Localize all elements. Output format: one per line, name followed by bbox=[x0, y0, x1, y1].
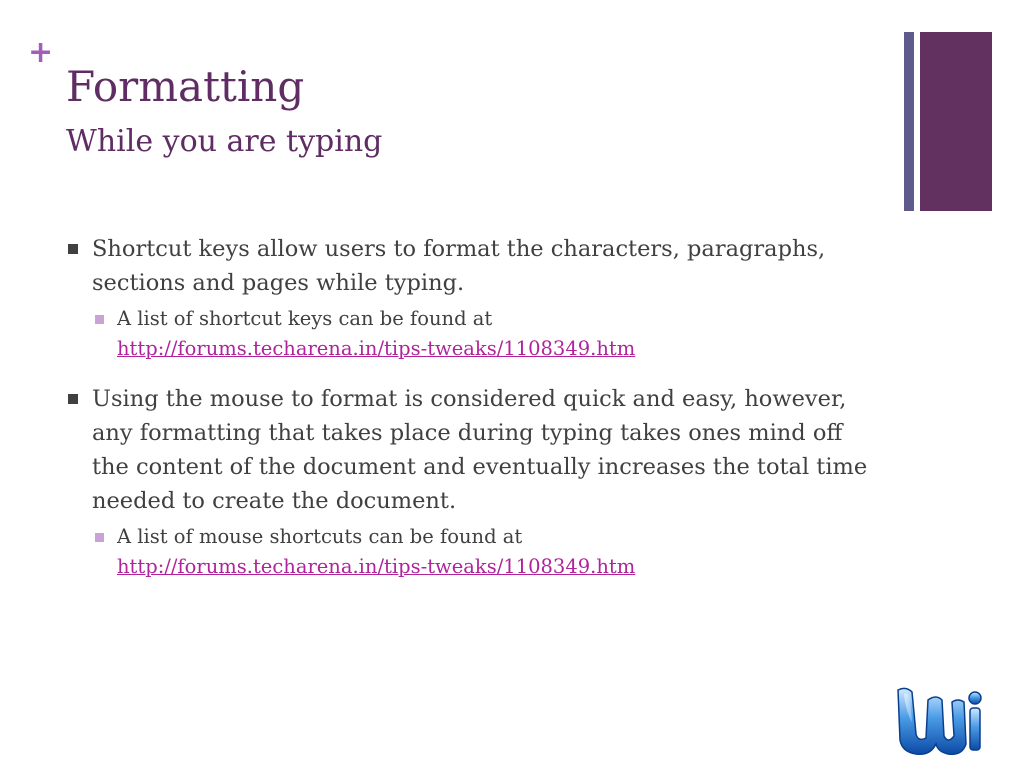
square-bullet-icon bbox=[95, 533, 104, 542]
slide-body bbox=[66, 232, 886, 582]
square-bullet-icon bbox=[95, 315, 104, 324]
sub-bullet-item bbox=[91, 304, 886, 364]
bullet-text: Shortcut keys allow users to format the characters, paragraphs, sections and pages while typing. bbox=[92, 236, 826, 296]
square-bullet-icon bbox=[68, 394, 78, 404]
square-bullet-icon bbox=[68, 244, 78, 254]
mouse-shortcuts-link[interactable]: http://forums.techarena.in/tips-tweaks/1108349.htm bbox=[117, 555, 636, 578]
plus-icon: + bbox=[28, 35, 54, 70]
bullet-item bbox=[66, 382, 886, 518]
bullet-item bbox=[66, 232, 886, 300]
shortcut-keys-link[interactable]: http://forums.techarena.in/tips-tweaks/1108349.htm bbox=[117, 337, 636, 360]
word-logo-icon bbox=[892, 682, 992, 760]
decorative-bar-thin bbox=[904, 32, 914, 211]
slide-subtitle: While you are typing bbox=[66, 124, 383, 159]
bullet-text: Using the mouse to format is considered quick and easy, however, any formatting that takes place during typing takes ones mind off the content of the document and eventually increases the total time needed to create the document. bbox=[92, 386, 868, 514]
sub-bullet-text: A list of mouse shortcuts can be found at bbox=[117, 525, 523, 548]
slide-title: Formatting bbox=[66, 62, 305, 111]
sub-bullet-text: A list of shortcut keys can be found at bbox=[117, 307, 493, 330]
sub-bullet-item bbox=[91, 522, 886, 582]
decorative-bar-thick bbox=[920, 32, 992, 211]
